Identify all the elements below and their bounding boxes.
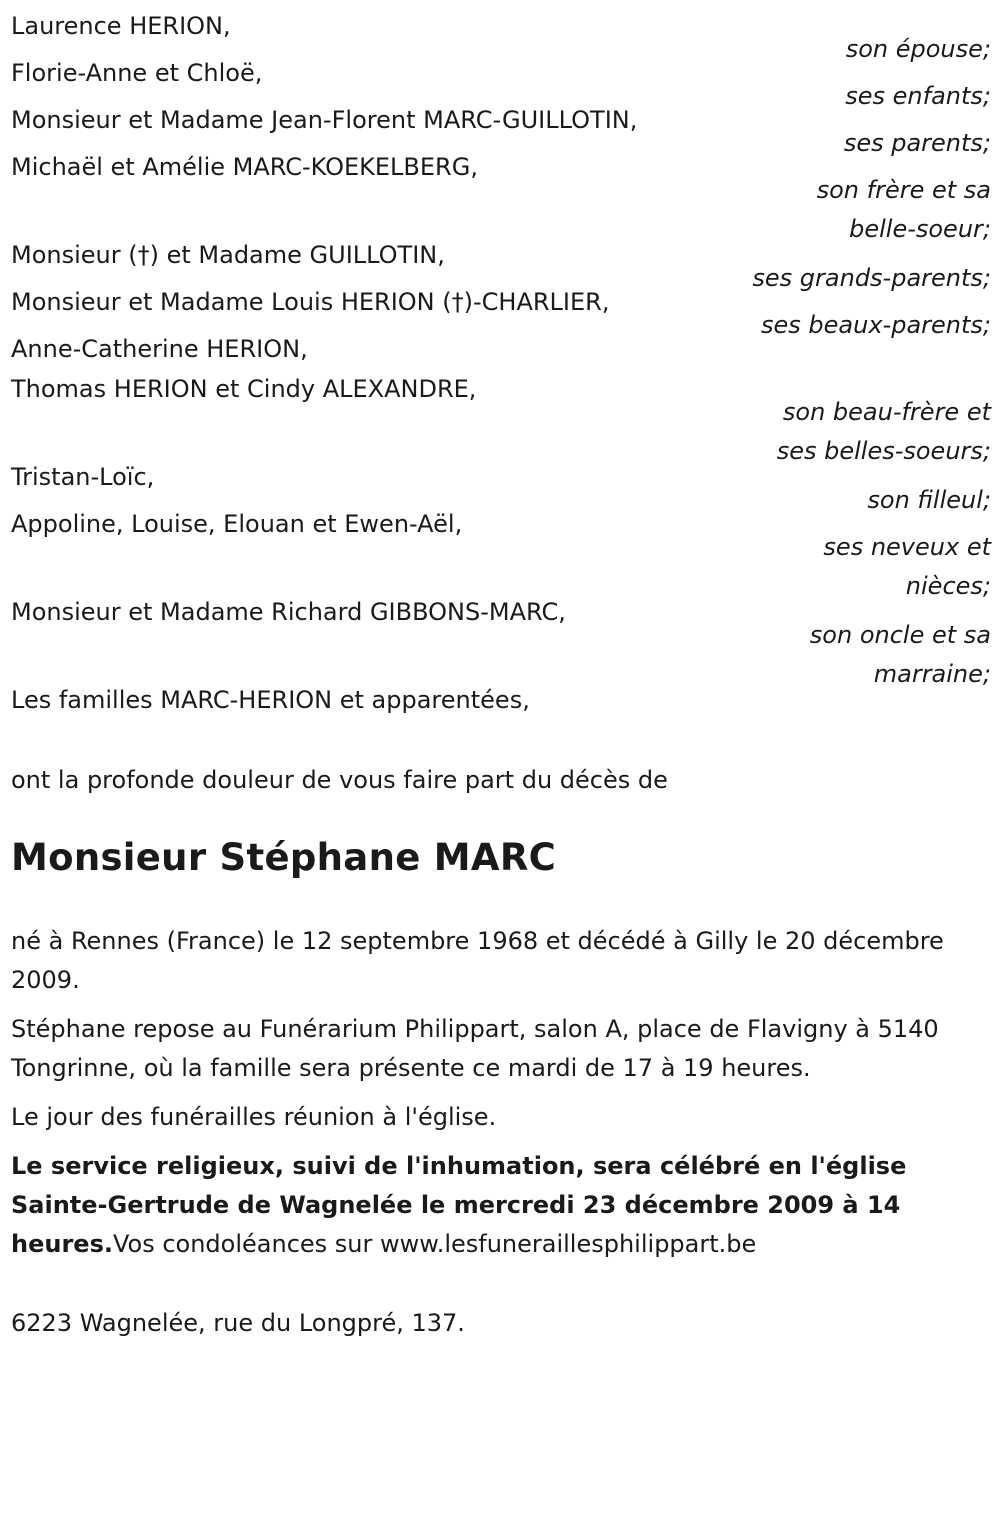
family-names: Thomas HERION et Cindy ALEXANDRE, (11, 375, 477, 403)
relation-text: ses beaux-parents; (761, 311, 991, 339)
family-entry-uncle (11, 592, 991, 694)
service-info: Le service religieux, suivi de l'inhumation, sera célébré en l'église Sainte-Gertrude de Wagnelée le mercredi 23 décembre 2009 à 14 heures. (11, 1152, 907, 1258)
relation-text: ses enfants; (845, 82, 991, 110)
family-names: Anne-Catherine HERION, (11, 335, 308, 363)
birth-death-info: né à Rennes (France) le 12 septembre 1968 et décédé à Gilly le 20 décembre 2009. (11, 927, 944, 994)
relation-text: ses parents; (843, 129, 991, 157)
family-names: Laurence HERION, (11, 12, 231, 40)
funeral-day-info: Le jour des funérailles réunion à l'église. (11, 1103, 497, 1131)
obituary-notice (11, 0, 991, 1343)
family-entry-brother (11, 147, 991, 249)
relation-text: son épouse; (845, 35, 991, 63)
service-paragraph (11, 1147, 991, 1264)
family-names: Monsieur et Madame Richard GIBBONS-MARC, (11, 598, 566, 626)
family-entry-in-laws (11, 329, 991, 471)
relation-text: ses neveux et nièces; (823, 533, 991, 600)
relation-text: ses grands-parents; (752, 264, 991, 292)
family-names: Florie-Anne et Chloë, (11, 59, 263, 87)
relation-text: son beau-frère et ses belles-soeurs; (776, 398, 991, 465)
family-names: Appoline, Louise, Elouan et Ewen-Aël, (11, 510, 463, 538)
relation-text: son filleul; (867, 486, 991, 514)
relation-text: son frère et sa belle-soeur; (816, 176, 991, 243)
relation-text: son oncle et sa marraine; (809, 621, 991, 688)
visitation-info: Stéphane repose au Funérarium Philippart, salon A, place de Flavigny à 5140 Tongrinne, où la famille sera présente ce mardi de 17 à 19 heures. (11, 1015, 939, 1082)
announcement: ont la profonde douleur de vous faire part du décès de (11, 766, 668, 794)
family-entry-nephews (11, 504, 991, 606)
address: 6223 Wagnelée, rue du Longpré, 137. (11, 1309, 465, 1337)
family-names: Monsieur (†) et Madame GUILLOTIN, (11, 241, 445, 269)
condolences-info: Vos condoléances sur www.lesfuneraillesphilippart.be (112, 1230, 757, 1258)
family-names: Monsieur et Madame Louis HERION (†)-CHARLIER, (11, 288, 610, 316)
deceased-name: Monsieur Stéphane MARC (11, 836, 557, 879)
family-names: Michaël et Amélie MARC-KOEKELBERG, (11, 153, 478, 181)
families-line: Les familles MARC-HERION et apparentées, (11, 686, 530, 714)
family-names: Monsieur et Madame Jean-Florent MARC-GUILLOTIN, (11, 106, 638, 134)
family-names: Tristan-Loïc, (11, 463, 155, 491)
